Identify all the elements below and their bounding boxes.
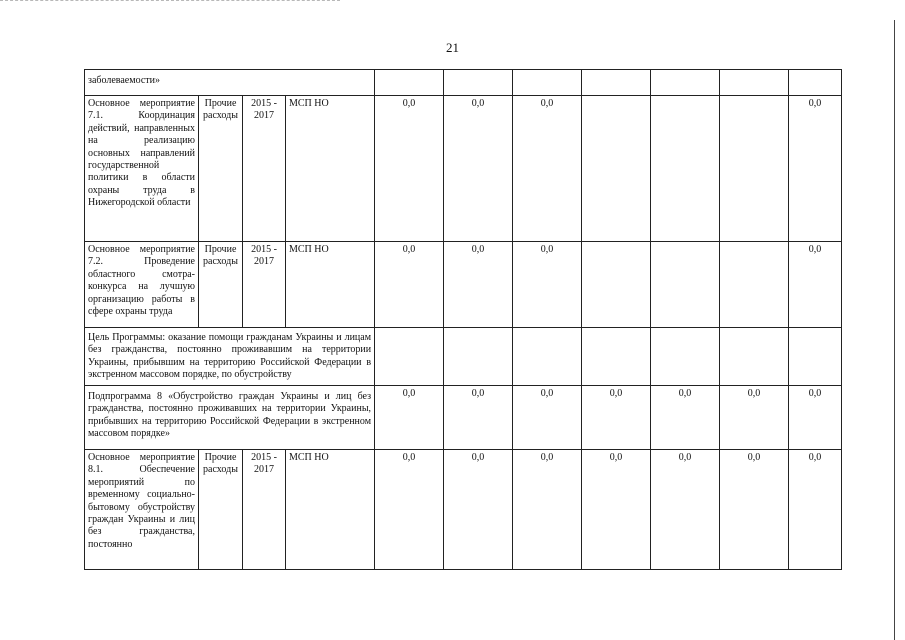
executor: МСП НО xyxy=(286,242,375,328)
program-table xyxy=(84,69,842,570)
table-row xyxy=(85,328,842,386)
table-row xyxy=(85,242,842,328)
table-row xyxy=(85,450,842,570)
executor: МСП НО xyxy=(286,450,375,570)
value-cell xyxy=(651,96,720,242)
expense-type: Прочие расходы xyxy=(199,242,243,328)
executor: МСП НО xyxy=(286,96,375,242)
value-cell xyxy=(720,242,789,328)
value-cell xyxy=(582,96,651,242)
value-cell: 0,0 xyxy=(513,450,582,570)
expense-type: Прочие расходы xyxy=(199,96,243,242)
value-cell: 0,0 xyxy=(513,242,582,328)
measure-name: Основное мероприятие 7.1. Координация действий, направленных на реализацию основных направлений государственной политики в области охраны труда в Нижегородской области xyxy=(85,96,199,242)
value-cell: 0,0 xyxy=(789,386,842,450)
value-cell: 0,0 xyxy=(720,386,789,450)
measure-name: Основное мероприятие 7.2. Проведение областного смотра-конкурса на лучшую организацию работы в сфере охраны труда xyxy=(85,242,199,328)
value-cell xyxy=(720,96,789,242)
value-cell: 0,0 xyxy=(444,242,513,328)
value-cell xyxy=(651,242,720,328)
value-cell: 0,0 xyxy=(513,96,582,242)
value-cell: 0,0 xyxy=(444,386,513,450)
value-cell xyxy=(582,242,651,328)
subprogram-title: Подпрограмма 8 «Обустройство граждан Украины и лиц без гражданства, постоянно проживавших на территории Украины, прибывших на территорию Российской Федерации в экстренном массовом порядке» xyxy=(85,386,375,450)
value-cell: 0,0 xyxy=(444,450,513,570)
page-edge-line xyxy=(894,20,895,640)
value-cell: 0,0 xyxy=(582,450,651,570)
program-goal: Цель Программы: оказание помощи гражданам Украины и лицам без гражданства, постоянно проживавшим на территории Украины, прибывшим на территорию Российской Федерации в экстренном массовом порядке, по обустройству xyxy=(85,328,375,386)
value-cell: 0,0 xyxy=(789,242,842,328)
table-row xyxy=(85,70,842,96)
scan-edge-dash xyxy=(0,0,340,2)
value-cell: 0,0 xyxy=(651,450,720,570)
period: 2015 - 2017 xyxy=(243,450,286,570)
continuation-cell: заболеваемости» xyxy=(85,70,375,96)
expense-type: Прочие расходы xyxy=(199,450,243,570)
value-cell: 0,0 xyxy=(375,242,444,328)
measure-name: Основное мероприятие 8.1. Обеспечение мероприятий по временному социально-бытовому обустройству граждан Украины и лиц без гражданства, постоянно xyxy=(85,450,199,570)
table-row xyxy=(85,96,842,242)
table-row xyxy=(85,386,842,450)
value-cell: 0,0 xyxy=(720,450,789,570)
period: 2015 - 2017 xyxy=(243,242,286,328)
value-cell: 0,0 xyxy=(582,386,651,450)
period: 2015 - 2017 xyxy=(243,96,286,242)
value-cell: 0,0 xyxy=(651,386,720,450)
value-cell: 0,0 xyxy=(375,450,444,570)
page-number: 21 xyxy=(446,40,459,55)
value-cell: 0,0 xyxy=(513,386,582,450)
value-cell: 0,0 xyxy=(789,96,842,242)
value-cell: 0,0 xyxy=(789,450,842,570)
value-cell: 0,0 xyxy=(444,96,513,242)
value-cell: 0,0 xyxy=(375,96,444,242)
value-cell: 0,0 xyxy=(375,386,444,450)
